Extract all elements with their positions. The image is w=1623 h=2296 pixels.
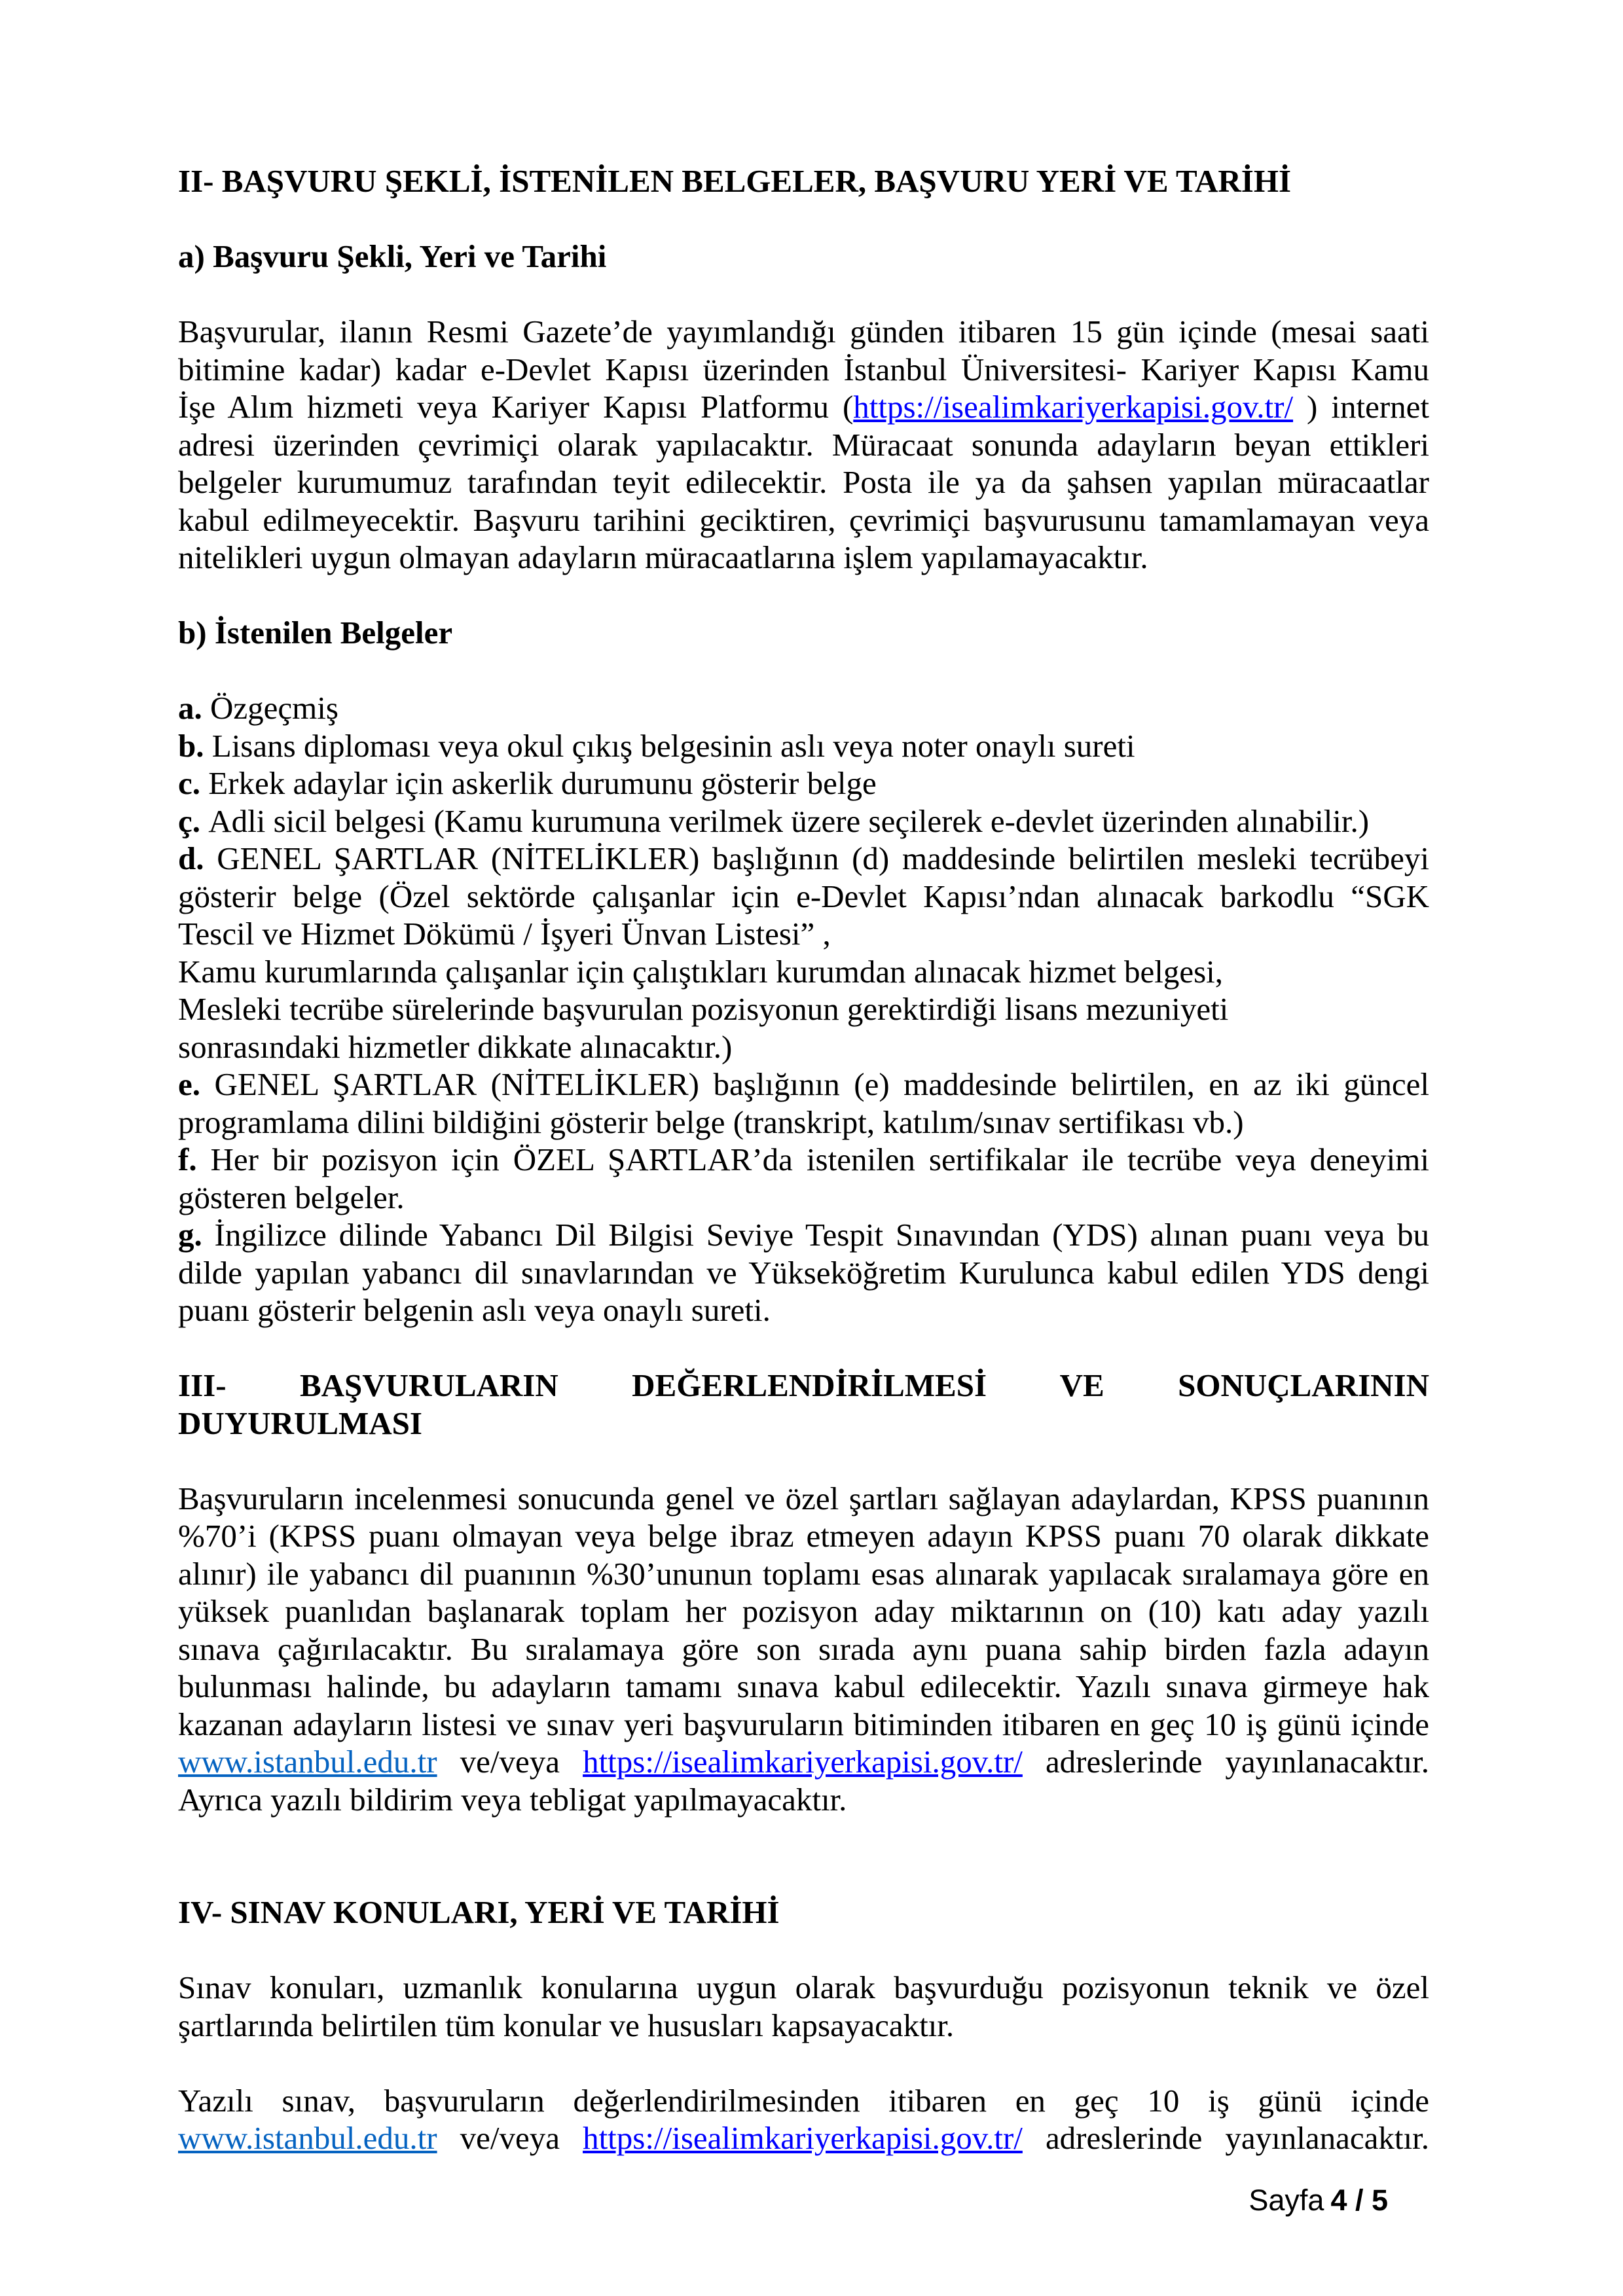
document-line: [178, 1028, 1429, 1066]
text-segment: sınava çağırılacaktır. Bu sıralamaya göre son sırada aynı puana sahip birden fazla adayın: [178, 1630, 1429, 1667]
bold-text-segment: b.: [178, 727, 212, 764]
text-segment: Başvurular, ilanın Resmi Gazete’de yayımlandığı günden itibaren 15 gün içinde (mesai saati: [178, 314, 1429, 350]
document-line: [178, 878, 1429, 916]
document-line: [178, 1254, 1429, 1292]
text-segment: belgeler kurumumuz tarafından teyit edilecektir. Posta ile ya da şahsen yapılan müracaatlar: [178, 464, 1429, 500]
document-line: [178, 1668, 1429, 1706]
document-line: [178, 1367, 1429, 1405]
link-isealimkariyerkapisi[interactable]: https://isealimkariyerkapisi.gov.tr/: [583, 1744, 1023, 1780]
line-spacer: [178, 1931, 1429, 1969]
document-line: [178, 802, 1429, 840]
text-segment: Adli sicil belgesi (Kamu kurumuna verilmek üzere seçilerek e-devlet üzerinden alınabilir.): [208, 802, 1370, 839]
bold-text-segment: g.: [178, 1217, 215, 1253]
text-segment: Erkek adaylar için askerlik durumunu gösterir belge: [208, 765, 877, 801]
document-content: [178, 162, 1429, 2157]
page-footer: [1249, 2183, 1388, 2217]
document-line: [178, 1517, 1429, 1555]
document-line: [178, 1480, 1429, 1518]
bold-text-segment: DUYURULMASI: [178, 1405, 422, 1441]
line-spacer: [178, 276, 1429, 314]
document-line: [178, 1969, 1429, 2007]
text-segment: yüksek puanlıdan başlanarak toplam her pozisyon aday miktarının on (10) katı aday yazılı: [178, 1593, 1429, 1629]
document-line: [178, 915, 1429, 953]
document-line: [178, 351, 1429, 389]
text-segment: kazanan adayların listesi ve sınav yeri başvuruların bitiminden itibaren en geç 10 iş günü içinde: [178, 1706, 1429, 1742]
document-line: [178, 1216, 1429, 1254]
document-line: [178, 313, 1429, 351]
document-line: [178, 539, 1429, 577]
document-line: [178, 1743, 1429, 1781]
text-segment: bulunması halinde, bu adayların tamamı sınava kabul edilecektir. Yazılı sınava girmeye hak: [178, 1668, 1429, 1704]
text-segment: ) internet: [1293, 389, 1429, 425]
text-segment: Sınav konuları, uzmanlık konularına uygun olarak başvurduğu pozisyonun teknik ve özel: [178, 1969, 1429, 2005]
line-spacer: [178, 1442, 1429, 1480]
text-segment: Başvuruların incelenmesi sonucunda genel ve özel şartları sağlayan adaylardan, KPSS puanının: [178, 1480, 1429, 1516]
document-line: [178, 238, 1429, 276]
line-spacer: [178, 1818, 1429, 1856]
document-line: [178, 1781, 1429, 1819]
line-spacer: [178, 577, 1429, 615]
text-segment: İşe Alım hizmeti veya Kariyer Kapısı Platformu (: [178, 389, 854, 425]
document-line: [178, 463, 1429, 501]
text-segment: GENEL ŞARTLAR (NİTELİKLER) başlığının (d) maddesinde belirtilen mesleki tecrübeyi: [217, 840, 1429, 876]
document-line: [178, 426, 1429, 464]
document-line: [178, 990, 1429, 1028]
text-segment: gösterir belge (Özel sektörde çalışanlar için e-Devlet Kapısı’ndan alınacak barkodlu “SGK: [178, 878, 1429, 914]
document-line: [178, 162, 1429, 200]
text-segment: Ayrıca yazılı bildirim veya tebligat yapılmayacaktır.: [178, 1781, 847, 1818]
document-line: [178, 1291, 1429, 1329]
bold-text-segment: d.: [178, 840, 217, 876]
text-segment: gösteren belgeler.: [178, 1179, 405, 1215]
text-segment: Özgeçmiş: [210, 690, 338, 726]
text-segment: adresi üzerinden çevrimiçi olarak yapılacaktır. Müracaat sonunda adayların beyan ettikleri: [178, 426, 1429, 463]
text-segment: Kamu kurumlarında çalışanlar için çalıştıkları kurumdan alınacak hizmet belgesi,: [178, 953, 1224, 990]
link-isealimkariyerkapisi[interactable]: https://isealimkariyerkapisi.gov.tr/: [853, 389, 1294, 425]
text-segment: GENEL ŞARTLAR (NİTELİKLER) başlığının (e) maddesinde belirtilen, en az iki güncel: [214, 1066, 1429, 1102]
text-segment: %70’i (KPSS puanı olmayan veya belge ibraz etmeyen adayın KPSS puanı 70 olarak dikkate: [178, 1518, 1429, 1554]
document-line: [178, 614, 1429, 652]
text-segment: ve/veya: [437, 1744, 583, 1780]
text-segment: adreslerinde yayınlanacaktır.: [1022, 2120, 1429, 2156]
link-istanbul-edu-tr[interactable]: www.istanbul.edu.tr: [178, 2120, 437, 2156]
line-spacer: [178, 2044, 1429, 2082]
bold-text-segment: e.: [178, 1066, 215, 1102]
bold-text-segment: IV- SINAV KONULARI, YERİ VE TARİHİ: [178, 1894, 780, 1930]
line-spacer: [178, 200, 1429, 238]
document-line: [178, 501, 1429, 539]
document-line: [178, 388, 1429, 426]
document-line: [178, 953, 1429, 991]
document-line: [178, 2007, 1429, 2045]
bold-text-segment: a) Başvuru Şekli, Yeri ve Tarihi: [178, 238, 607, 274]
text-segment: nitelikleri uygun olmayan adayların müracaatlarına işlem yapılamayacaktır.: [178, 539, 1148, 575]
document-line: [178, 1179, 1429, 1217]
text-segment: İngilizce dilinde Yabancı Dil Bilgisi Seviye Tespit Sınavından (YDS) alınan puanı veya bu: [214, 1217, 1429, 1253]
bold-text-segment: f.: [178, 1141, 211, 1177]
line-spacer: [178, 1329, 1429, 1367]
line-spacer: [178, 1856, 1429, 1894]
text-segment: sonrasındaki hizmetler dikkate alınacaktır.): [178, 1028, 733, 1065]
bold-text-segment: II- BAŞVURU ŞEKLİ, İSTENİLEN BELGELER, BAŞVURU YERİ VE TARİHİ: [178, 163, 1292, 199]
document-line: [178, 1893, 1429, 1931]
text-segment: dilde yapılan yabancı dil sınavlarından ve Yükseköğretim Kurulunca kabul edilen YDS dengi: [178, 1254, 1429, 1291]
document-line: [178, 764, 1429, 802]
bold-text-segment: b) İstenilen Belgeler: [178, 615, 453, 651]
text-segment: puanı gösterir belgenin aslı veya onaylı sureti.: [178, 1292, 771, 1328]
text-segment: Mesleki tecrübe sürelerinde başvurulan pozisyonun gerektirdiği lisans mezuniyeti: [178, 991, 1229, 1027]
document-line: [178, 1555, 1429, 1593]
bold-text-segment: III- BAŞVURULARIN DEĞERLENDİRİLMESİ VE SONUÇLARININ: [178, 1367, 1429, 1403]
footer-page-number: 4 / 5: [1330, 2183, 1388, 2217]
text-segment: adreslerinde yayınlanacaktır.: [1022, 1744, 1429, 1780]
document-line: [178, 840, 1429, 878]
text-segment: programlama dilini bildiğini gösterir belge (transkript, katılım/sınav sertifikası vb.): [178, 1103, 1244, 1140]
document-line: [178, 1630, 1429, 1668]
document-line: [178, 1592, 1429, 1630]
line-spacer: [178, 652, 1429, 690]
document-line: [178, 2119, 1429, 2157]
text-segment: Lisans diploması veya okul çıkış belgesinin aslı veya noter onaylı sureti: [211, 727, 1135, 764]
link-istanbul-edu-tr[interactable]: www.istanbul.edu.tr: [178, 1744, 437, 1780]
text-segment: Yazılı sınav, başvuruların değerlendirilmesinden itibaren en geç 10 iş günü içinde: [178, 2082, 1429, 2119]
bold-text-segment: c.: [178, 765, 209, 801]
document-line: [178, 727, 1429, 765]
document-line: [178, 2082, 1429, 2120]
link-isealimkariyerkapisi[interactable]: https://isealimkariyerkapisi.gov.tr/: [583, 2120, 1023, 2156]
document-line: [178, 1706, 1429, 1744]
text-segment: bitimine kadar) kadar e-Devlet Kapısı üzerinden İstanbul Üniversitesi- Kariyer Kapısı Kamu: [178, 351, 1429, 387]
bold-text-segment: a.: [178, 690, 210, 726]
document-line: [178, 1103, 1429, 1141]
text-segment: kabul edilmeyecektir. Başvuru tarihini geciktiren, çevrimiçi başvurusunu tamamlamayan veya: [178, 501, 1429, 538]
bold-text-segment: ç.: [178, 802, 209, 839]
text-segment: şartlarında belirtilen tüm konular ve hususları kapsayacaktır.: [178, 2007, 955, 2043]
document-line: [178, 1405, 1429, 1443]
document-line: [178, 1066, 1429, 1103]
text-segment: ve/veya: [437, 2120, 583, 2156]
text-segment: Her bir pozisyon için ÖZEL ŞARTLAR’da istenilen sertifikalar ile tecrübe veya deneyimi: [210, 1141, 1429, 1177]
document-line: [178, 689, 1429, 727]
text-segment: alınır) ile yabancı dil puanının %30’ununun toplamı esas alınarak yapılacak sıralamaya göre en: [178, 1555, 1429, 1592]
document-line: [178, 1141, 1429, 1179]
footer-label: Sayfa: [1249, 2183, 1324, 2217]
text-segment: Tescil ve Hizmet Dökümü / İşyeri Ünvan Listesi” ,: [178, 916, 831, 952]
